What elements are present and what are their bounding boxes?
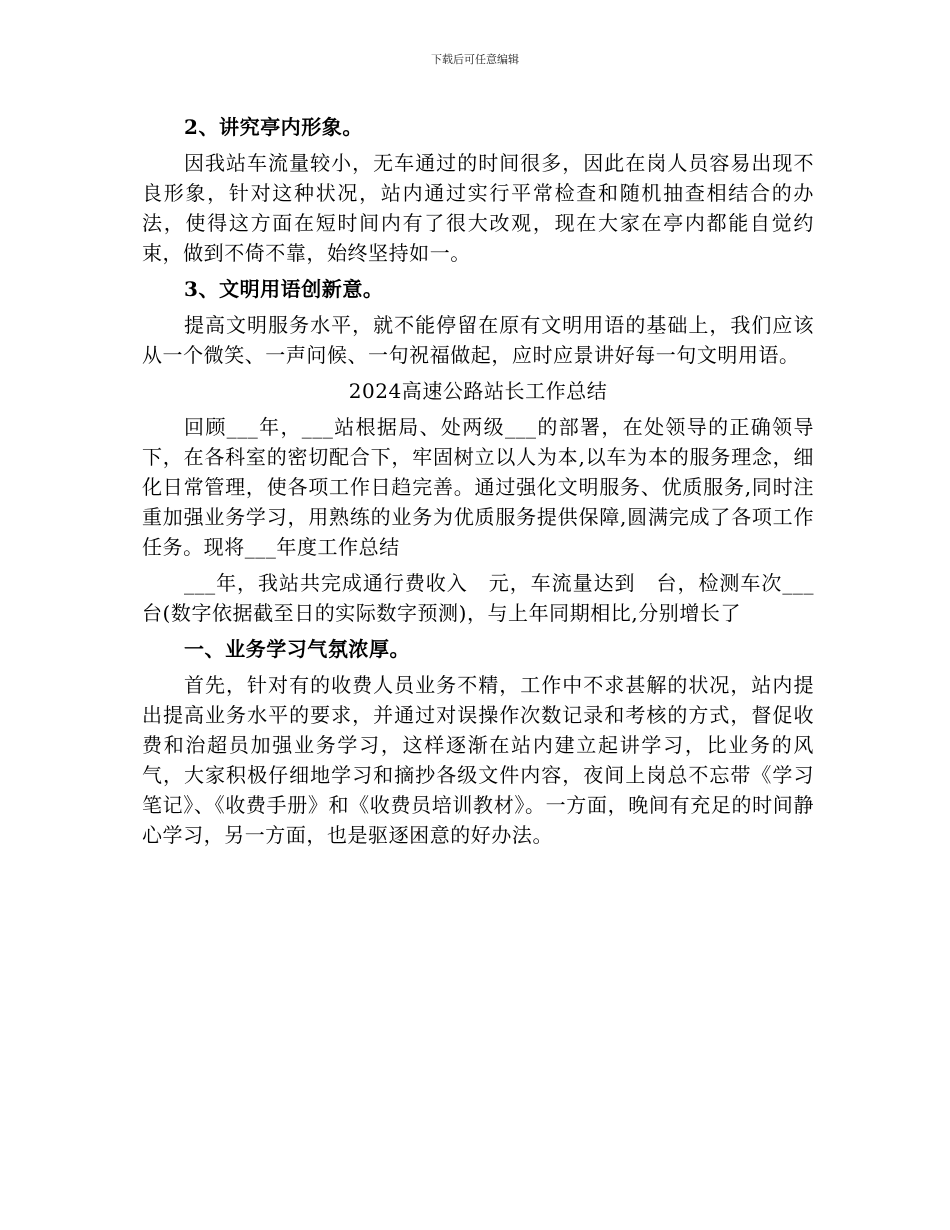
paragraph-review: 回顾___年，___站根据局、处两级___的部署，在处领导的正确领导下，在各科室的密切配合下，牢固树立以人为本,以车为本的服务理念，细化日常管理，使各项工作日趋完善。通过强化文明服务、优质服务,同时注重加强业务学习，用熟练的业务为优质服务提供保障,圆满完成了各项工作任务。现将___年度工作总结 — [142, 415, 814, 559]
document-body — [142, 112, 814, 856]
paragraph-2: 因我站车流量较小，无车通过的时间很多，因此在岗人员容易出现不良形象，针对这种状况，站内通过实行平常检查和随机抽查相结合的办法，使得这方面在短时间内有了很大改观，现在大家在亭内都能自觉约束，做到不倚不靠，始终坚持如一。 — [142, 151, 814, 265]
paragraph-3: 提高文明服务水平，就不能停留在原有文明用语的基础上，我们应该从一个微笑、一声问候、一句祝福做起，应时应景讲好每一句文明用语。 — [142, 313, 814, 367]
paragraph-business-study: 首先，针对有的收费人员业务不精，工作中不求甚解的状况，站内提出提高业务水平的要求，并通过对误操作次数记录和考核的方式，督促收费和治超员加强业务学习，这样逐渐在站内建立起讲学习，比业务的风气，大家积极仔细地学习和摘抄各级文件内容，夜间上岗总不忘带《学习笔记》、《收费手册》和《收费员培训教材》。一方面，晚间有充足的时间静心学习，另一方面，也是驱逐困意的好办法。 — [142, 673, 814, 847]
section-heading-business-study: 一、业务学习气氛浓厚。 — [184, 637, 411, 661]
section-heading-2: 2、讲究亭内形象。 — [184, 115, 363, 139]
document-title: 2024高速公路站长工作总结 — [348, 379, 608, 403]
section-heading-3: 3、文明用语创新意。 — [184, 277, 384, 301]
page-header: 下载后可任意编辑 — [431, 53, 519, 66]
paragraph-statistics: ___年，我站共完成通行费收入 元，车流量达到 台，检测车次___台(数字依据截至日的实际数字预测)，与上年同期相比,分别增长了 — [142, 571, 814, 625]
